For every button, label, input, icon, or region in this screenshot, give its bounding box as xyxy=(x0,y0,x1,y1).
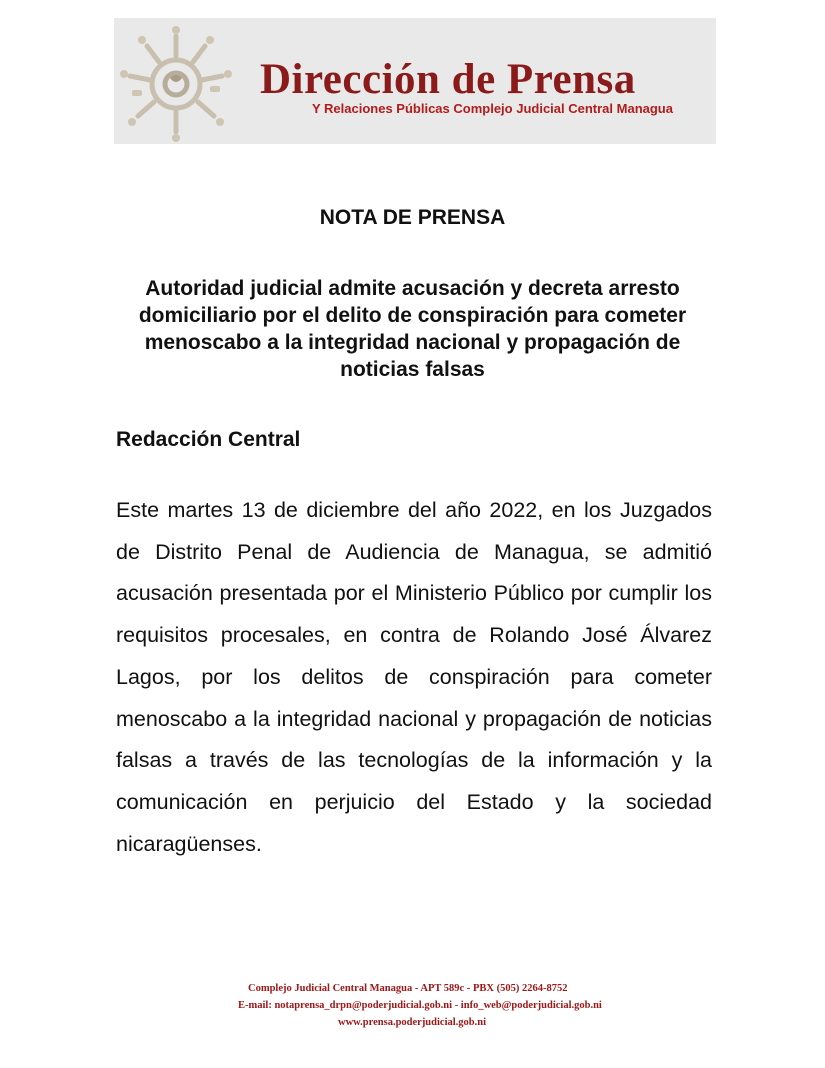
sun-logo-icon xyxy=(114,18,254,144)
byline: Redacción Central xyxy=(116,428,301,451)
headline: Autoridad judicial admite acusación y decreta arresto domiciliario por el delito de conspiración para cometer menoscabo a la integridad nacional y propagación de noticias falsas xyxy=(138,277,687,381)
banner-title: Dirección de Prensa xyxy=(260,56,636,103)
body-paragraph: Este martes 13 de diciembre del año 2022, en los Juzgados de Distrito Penal de Audiencia de Managua, se admitió acusación presentada por el Ministerio Público por cumplir los requisitos procesales, en contra de Rolando José Álvarez Lagos, por los delitos de conspiración para cometer menoscabo a la integridad nacional y propagación de noticias falsas a través de las tecnologías de la información y la comunicación en perjuicio del Estado y la sociedad nicaragüenses. xyxy=(116,498,712,856)
footer-emails: E-mail: notaprensa_drpn@poderjudicial.gob.ni - info_web@poderjudicial.gob.ni xyxy=(238,1000,602,1011)
document-label: NOTA DE PRENSA xyxy=(319,206,506,229)
banner-subtitle: Y Relaciones Públicas Complejo Judicial Central Managua xyxy=(312,101,673,116)
footer-website: www.prensa.poderjudicial.gob.ni xyxy=(338,1017,486,1028)
footer-address: Complejo Judicial Central Managua - APT 589c - PBX (505) 2264-8752 xyxy=(248,983,568,994)
header-banner xyxy=(114,18,716,144)
